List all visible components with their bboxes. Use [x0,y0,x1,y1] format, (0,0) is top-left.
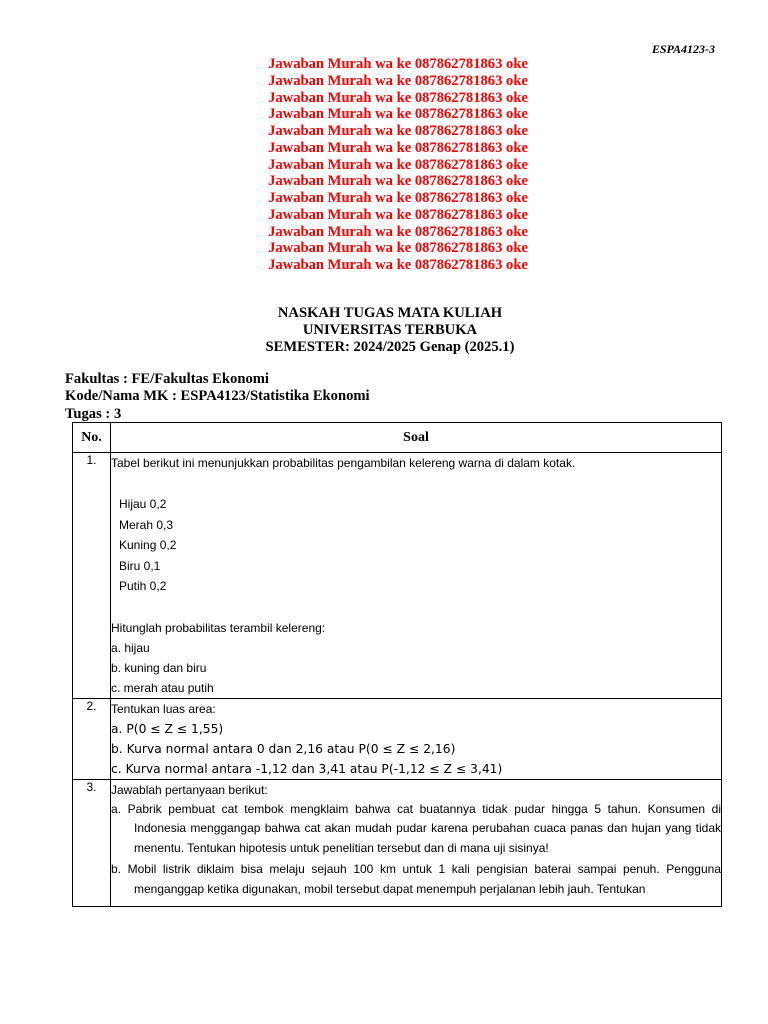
question-intro: Tentukan luas area: [111,701,216,716]
list-item: b. kuning dan biru [111,660,207,675]
list-item: Biru 0,1 [119,558,161,573]
table-row [73,698,722,779]
watermark-line: Jawaban Murah wa ke 087862781863 oke [268,89,528,106]
question-text [111,779,722,906]
title-line-1: NASKAH TUGAS MATA KULIAH [277,305,503,321]
table-row [73,779,722,906]
question-text [111,453,722,699]
course-code: ESPA4123-3 [651,42,715,56]
list-item: c. merah atau putih [111,680,214,695]
watermark-line: Jawaban Murah wa ke 087862781863 oke [268,106,528,123]
list-item: b. Mobil listrik diklaim bisa melaju sejauh 100 km untuk 1 kali pengisian baterai sampai penuh. Pengguna menganggap ketika digunakan, mobil tersebut dapat menempuh perjalanan lebih jauh. Tentukan [111,862,721,896]
watermark-line: Jawaban Murah wa ke 087862781863 oke [268,139,528,156]
document-title [0,305,768,356]
watermark-line: Jawaban Murah wa ke 087862781863 oke [268,206,528,223]
list-item: Kuning 0,2 [119,538,177,553]
faculty-label: Fakultas : FE/Fakultas Ekonomi [65,371,269,387]
question-table [72,422,722,907]
watermark-line: Jawaban Murah wa ke 087862781863 oke [268,240,528,257]
watermark-block [0,56,768,274]
title-line-2: UNIVERSITAS TERBUKA [302,322,478,338]
title-line-3: SEMESTER: 2024/2025 Genap (2025.1) [265,339,515,355]
table-row [73,453,722,699]
question-prompt: Hitunglah probabilitas terambil kelereng: [111,620,326,635]
list-item: a. Pabrik pembuat cat tembok mengklaim bahwa cat buatannya tidak pudar hingga 5 tahun. Konsumen di Indonesia menggangap bahwa cat akan mudah pudar karena perubahan cuaca panas dan hujan yang tidak menentu. Tentukan hipotesis untuk penelitian tersebut dan di mana uji sisinya! [111,801,721,855]
list-item: Putih 0,2 [119,579,167,594]
question-intro: Jawablah pertanyaan berikut: [111,782,268,797]
list-item: a. hijau [111,640,150,655]
watermark-line: Jawaban Murah wa ke 087862781863 oke [268,123,528,139]
watermark-line: Jawaban Murah wa ke 087862781863 oke [268,190,528,206]
header-soal: Soal [111,423,722,453]
watermark-line: Jawaban Murah wa ke 087862781863 oke [268,257,528,273]
watermark-line: Jawaban Murah wa ke 087862781863 oke [268,156,528,173]
list-item: b. Kurva normal antara 0 dan 2,16 atau P(0 ≤ Z ≤ 2,16) [111,741,456,756]
table-header-row [73,423,722,453]
question-number: 2. [73,698,111,779]
assignment-label: Tugas : 3 [65,405,122,422]
list-item: c. Kurva normal antara -1,12 dan 3,41 atau P(-1,12 ≤ Z ≤ 3,41) [111,761,503,776]
question-text [111,698,722,779]
question-number: 3. [73,779,111,906]
question-intro: Tabel berikut ini menunjukkan probabilitas pengambilan kelereng warna di dalam kotak. [111,456,576,470]
list-item: Hijau 0,2 [119,497,167,511]
list-item: Merah 0,3 [119,517,174,532]
watermark-line: Jawaban Murah wa ke 087862781863 oke [268,72,528,89]
header-no: No. [73,423,111,453]
watermark-line: Jawaban Murah wa ke 087862781863 oke [268,223,528,240]
question-number: 1. [73,453,111,699]
watermark-line: Jawaban Murah wa ke 087862781863 oke [268,56,528,72]
course-name-label: Kode/Nama MK : ESPA4123/Statistika Ekonomi [65,388,370,405]
watermark-line: Jawaban Murah wa ke 087862781863 oke [268,173,528,190]
course-meta [65,371,370,423]
list-item: a. P(0 ≤ Z ≤ 1,55) [111,721,224,736]
